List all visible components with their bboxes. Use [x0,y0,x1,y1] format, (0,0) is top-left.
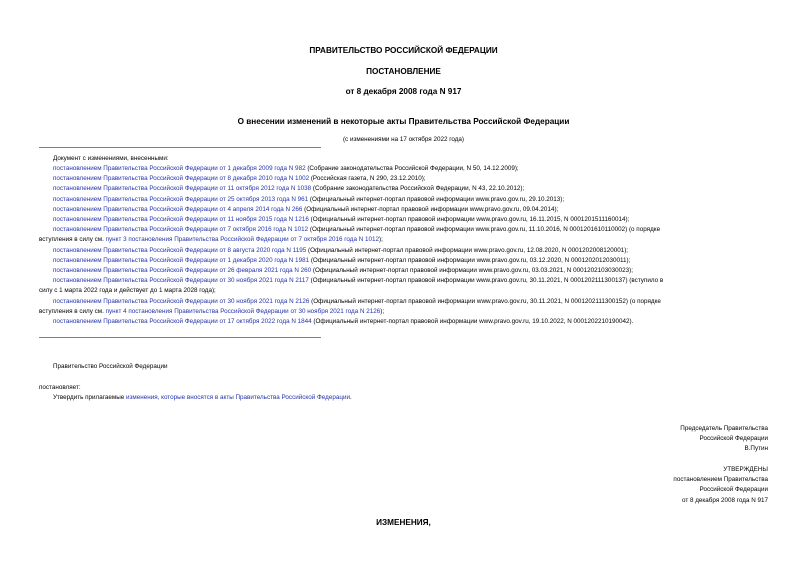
change-item-source: (Официальный интернет-портал правовой информации www.pravo.gov.ru, 19.10.2022, N 0001202210190042). [311,318,634,325]
change-item-source: (Собрание законодательства Российской Федерации, N 50, 14.12.2009); [305,165,519,172]
document-title: О внесении изменений в некоторые акты Правительства Российской Федерации [237,117,570,126]
change-item-source: (Официальный интернет-портал правовой информации www.pravo.gov.ru, 11.10.2016, N 0001201610110002) (о порядке [308,226,661,234]
approve-pre: Утвердить прилагаемые [53,394,126,401]
change-item-source: (Официальный интернет-портал правовой информации www.pravo.gov.ru, 30.11.2021, N 0001202111300152) (о порядке [309,297,661,305]
change-item-link[interactable]: постановлением Правительства Российской Федерации от 8 декабря 2010 года N 1002 [53,175,310,183]
change-item-source: (Официальный интернет-портал правовой информации www.pravo.gov.ru, 12.08.2020, N 0001202008120001); [306,246,629,254]
change-item-source: (Официальный интернет-портал правовой информации www.pravo.gov.ru, 30.11.2021, N 0001202111300137) (вступило в [308,277,664,285]
document-type: ПОСТАНОВЛЕНИЕ [366,67,441,76]
change-item-link[interactable]: постановлением Правительства Российской Федерации от 30 ноября 2021 года N 2117 [53,277,309,285]
change-item-link[interactable]: постановлением Правительства Российской Федерации от 4 апреля 2014 года N 266 [53,205,303,213]
change-item [53,206,558,214]
change-item-link[interactable]: постановлением Правительства Российской Федерации от 11 ноября 2015 года N 1216 [53,216,309,223]
change-item-continuation [39,236,383,244]
change-item [53,175,426,183]
change-item-link[interactable]: постановлением Правительства Российской Федерации от 11 октября 2012 года N 1038 [53,185,312,193]
change-item-continuation [39,287,216,295]
change-item [53,196,564,204]
change-item [53,247,628,255]
signature-block [568,424,768,455]
continuation-link[interactable]: пункт 4 постановления Правительства Российской Федерации от 30 ноября 2021 года N 2126 [105,307,381,315]
change-item [53,318,633,326]
change-item [53,298,661,306]
change-item-link[interactable]: постановлением Правительства Российской Федерации от 7 октября 2016 года N 1012 [53,226,309,234]
change-item-link[interactable]: постановлением Правительства Российской Федерации от 8 августа 2020 года N 1195 [53,246,307,254]
continuation-text: вступления в силу см. [39,236,106,244]
approve-paragraph [53,394,352,402]
approval-line-2: постановлением Правительства [673,476,768,484]
decides-text: постановляет: [39,384,81,391]
change-item [53,277,663,285]
approval-line-3: Российской Федерации [699,486,768,494]
revision-note: (с изменениями на 17 октября 2022 года) [342,136,465,143]
change-item [53,226,660,234]
change-item [53,257,630,265]
top-divider [39,147,321,148]
change-item-source: (Собрание законодательства Российской Федерации, N 43, 22.10.2012); [311,185,525,193]
signature-title-1: Председатель Правительства [680,425,768,432]
changes-intro: Документ с изменениями, внесенными: [53,155,169,162]
continuation-text: силу с 1 марта 2022 года и действует до 1 марта 2028 года); [39,287,216,295]
change-item-continuation [39,308,384,316]
signature-name: В.Путин [744,445,768,453]
change-item-source: (Российская газета, N 290, 23.12.2010); [309,175,426,183]
bottom-divider [39,337,321,338]
approval-line-4: от 8 декабря 2008 года N 917 [681,496,768,504]
signature-title-2: Российской Федерации [699,435,768,443]
change-item-source: (Официальный интернет-портал правовой информации www.pravo.gov.ru, 03.12.2020, N 0001202012030011); [309,256,631,264]
change-item-source: (Официальный интернет-портал правовой информации www.pravo.gov.ru, 29.10.2013); [308,195,565,203]
continuation-end: ); [380,307,385,315]
continuation-link[interactable]: пункт 3 постановления Правительства Российской Федерации от 7 октября 2016 года N 1012 [105,236,380,244]
change-item-source: (Официальный интернет-портал правовой информации www.pravo.gov.ru, 09.04.2014); [302,205,559,213]
document-date-number: от 8 декабря 2008 года N 917 [345,87,462,96]
change-item-source: (Официальный интернет-портал правовой информации www.pravo.gov.ru, 16.11.2015, N 0001201511160014); [308,216,630,223]
change-item-link[interactable]: постановлением Правительства Российской Федерации от 26 февраля 2021 года N 260 [53,267,312,274]
approval-line-1: УТВЕРЖДЕНЫ [723,466,768,473]
change-item [53,165,519,173]
changes-heading: ИЗМЕНЕНИЯ, [376,518,431,527]
continuation-end: ); [379,236,383,244]
continuation-text: вступления в силу см. [39,307,106,315]
change-item [53,267,633,275]
change-item-link[interactable]: постановлением Правительства Российской Федерации от 1 декабря 2009 года N 982 [53,165,306,172]
change-item-link[interactable]: постановлением Правительства Российской Федерации от 30 ноября 2021 года N 2126 [53,297,310,305]
change-item [53,216,629,224]
government-line: Правительство Российской Федерации [53,363,168,370]
change-item-source: (Официальный интернет-портал правовой информации www.pravo.gov.ru, 03.03.2021, N 0001202103030023); [311,267,633,274]
change-item-link[interactable]: постановлением Правительства Российской Федерации от 17 октября 2022 года N 1844 [53,318,312,325]
approval-block [568,465,768,506]
approve-link[interactable]: изменения, которые вносятся в акты Правительства Российской Федерации [126,394,350,401]
change-item-link[interactable]: постановлением Правительства Российской Федерации от 1 декабря 2020 года N 1981 [53,256,310,264]
approve-post: . [349,394,352,401]
change-item [53,185,524,193]
change-item-link[interactable]: постановлением Правительства Российской Федерации от 25 октября 2013 года N 961 [53,195,309,203]
government-heading: ПРАВИТЕЛЬСТВО РОССИЙСКОЙ ФЕДЕРАЦИИ [309,46,498,55]
